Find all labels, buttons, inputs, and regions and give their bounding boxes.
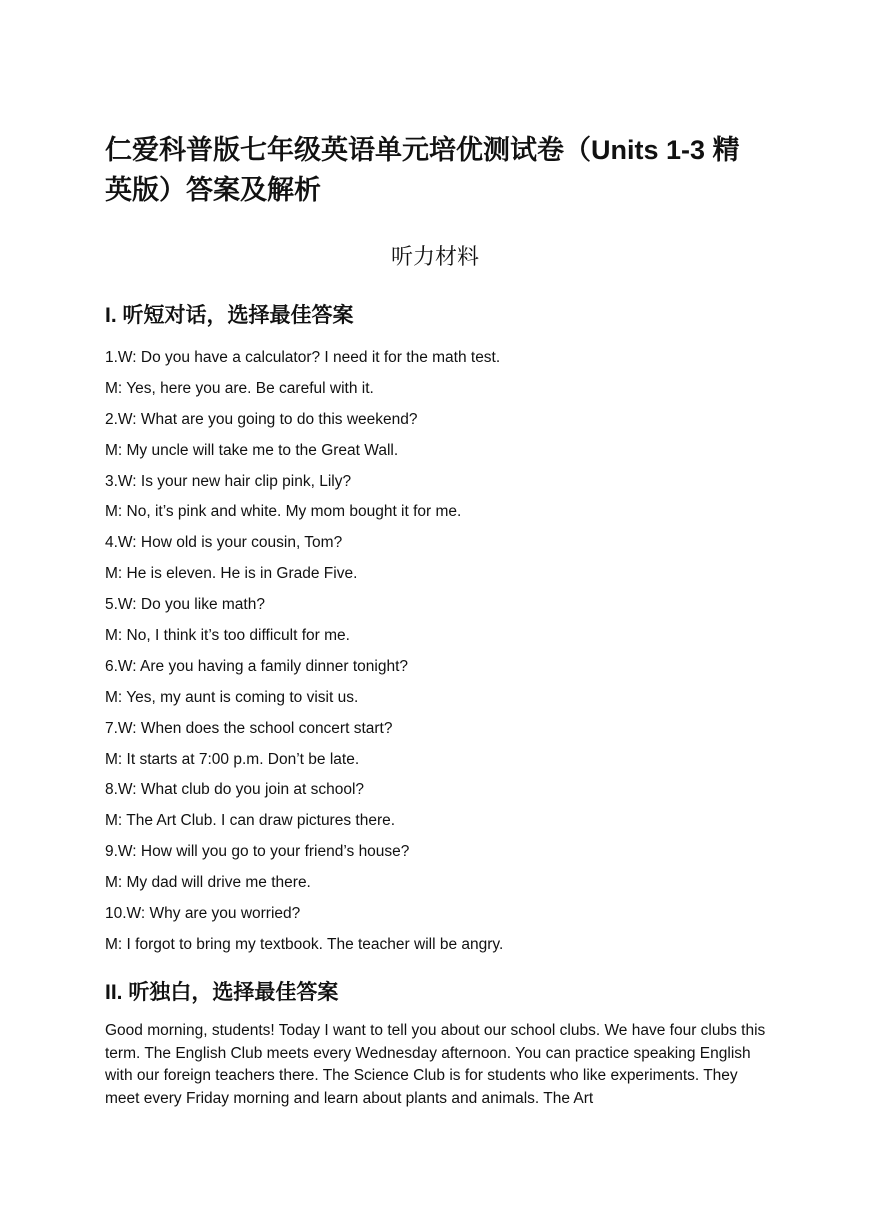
part1-heading: I. 听短对话，选择最佳答案 [105,304,354,327]
dialog-line: 4.W: How old is your cousin, Tom? [105,534,343,552]
dialog-line: M: It starts at 7:00 p.m. Don’t be late. [105,750,360,768]
dialog-line: 7.W: When does the school concert start? [105,719,393,737]
dialog-line: 10.W: Why are you worried? [105,905,301,923]
dialog-line: M: The Art Club. I can draw pictures there. [105,812,396,830]
dialog-line: M: No, I think it’s too difficult for me. [105,627,350,645]
dialog-line: M: I forgot to bring my textbook. The teacher will be angry. [105,935,504,953]
dialog-line: 1.W: Do you have a calculator? I need it for the math test. [105,349,501,366]
dialog-line: M: My dad will drive me there. [105,874,311,892]
dialog-line: 9.W: How will you go to your friend’s house? [105,843,410,861]
dialog-line: 2.W: What are you going to do this weekend? [105,410,418,428]
part2-heading: II. 听独白，选择最佳答案 [105,981,339,1004]
dialog-line: M: Yes, here you are. Be careful with it. [105,379,374,397]
monologue-paragraph: Good morning, students! Today I want to tell you about our school clubs. We have four clubs this term. The English Club meets every Wednesday afternoon. You can practice speaking English with our foreign teachers there. The Science Club is for students who like experiments. They meet every Friday morning and learn about plants and animals. The Art [105,1022,766,1107]
dialog-line: 6.W: Are you having a family dinner tonight? [105,657,408,675]
dialog-line: 3.W: Is your new hair clip pink, Lily? [105,472,352,490]
dialog-line: M: No, it’s pink and white. My mom bought it for me. [105,503,462,521]
document-title: 仁爱科普版七年级英语单元培优测试卷（Units 1-3 精英版）答案及解析 [105,135,740,205]
dialog-line: M: My uncle will take me to the Great Wall. [105,441,399,459]
dialog-line: 5.W: Do you like math? [105,596,265,614]
dialog-line: M: Yes, my aunt is coming to visit us. [105,688,359,706]
dialog-line: 8.W: What club do you join at school? [105,781,365,799]
dialog-line: M: He is eleven. He is in Grade Five. [105,565,358,583]
listening-material-heading: 听力材料 [390,244,479,269]
part1-dialog-list [105,343,785,961]
